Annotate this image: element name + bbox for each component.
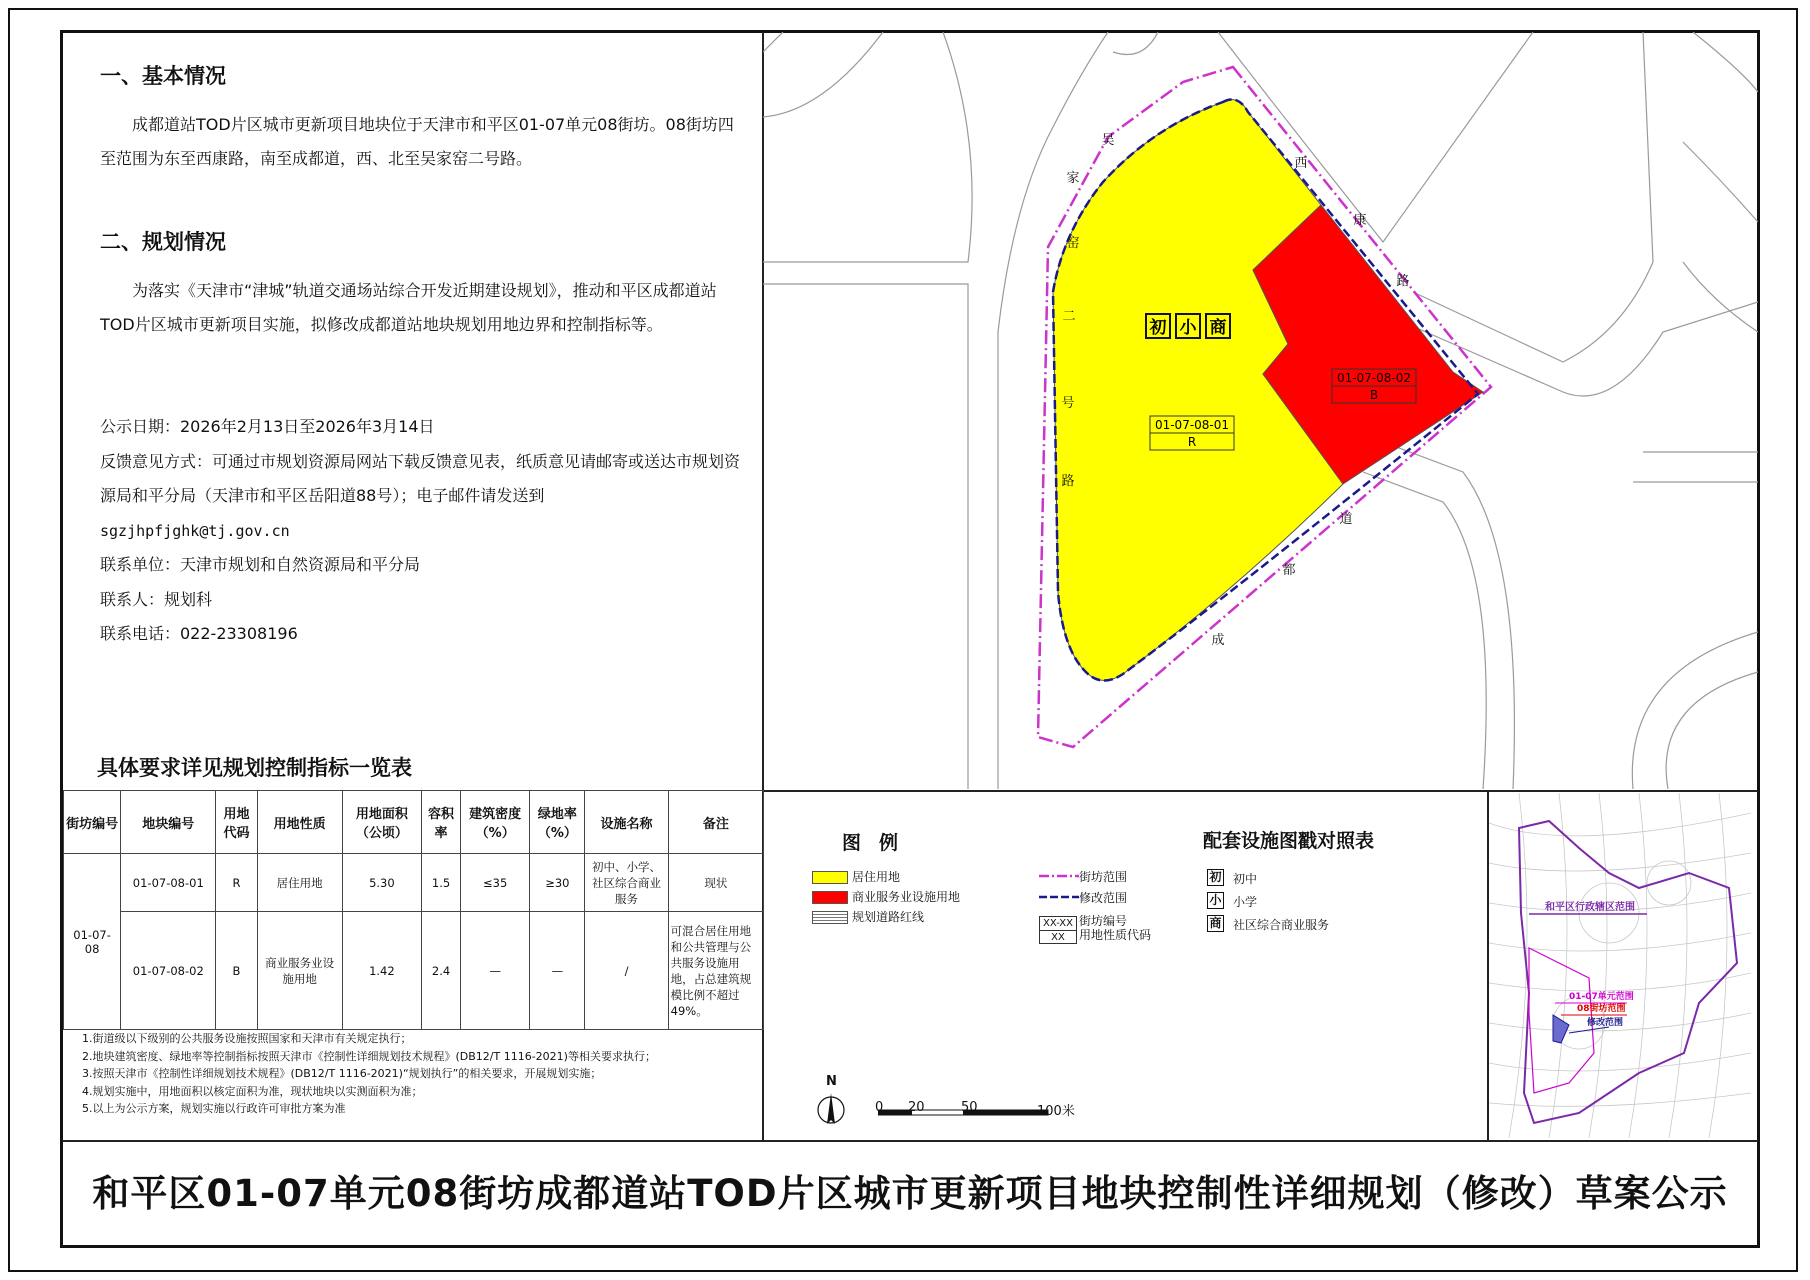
note-line: 2.地块建筑密度、绿地率等控制指标按照天津市《控制性详细规划技术规程》(DB12/T 1116-2021)等相关要求执行；: [82, 1049, 656, 1063]
code-label-symbol: [1039, 916, 1077, 944]
section2-body: 为落实《天津市“津城”轨道交通场站综合开发近期建设规划》，推动和平区成都道站TOD片区城市更新项目实施，拟修改成都道站地块规划用地边界和控制指标等。: [100, 281, 717, 334]
road-label-char: 路: [1396, 274, 1410, 289]
contact-phone: 联系电话：022-23308196: [100, 624, 298, 643]
plot-cell: 01-07-08-01: [121, 854, 216, 912]
scale-tick: 100米: [1037, 1104, 1075, 1119]
page-title: 和平区01-07单元08街坊成都道站TOD片区城市更新项目地块控制性详细规划（修改）草案公示: [92, 1172, 1728, 1215]
badge-text: 小: [1179, 318, 1197, 338]
facility-cell: 初中、小学、社区综合商业服务: [585, 854, 668, 912]
inset-district-label: 和平区行政辖区范围: [1545, 902, 1635, 913]
note-line: 4.规划实施中，用地面积以核定面积为准，现状地块以实测面积为准；: [82, 1084, 423, 1098]
note-cell: 现状: [668, 854, 763, 912]
header-cell: 街坊编号: [64, 791, 121, 854]
note-line: 1.街道级以下级别的公共服务设施按照国家和天津市有关规定执行；: [82, 1032, 412, 1045]
plot2-code: B: [1369, 388, 1379, 402]
facility-badge-icon: 初: [1207, 869, 1224, 886]
nature-cell: 居住用地: [257, 854, 342, 912]
header-cell: 建筑密度（%）: [461, 791, 530, 854]
facility-label: 初中: [1233, 872, 1258, 886]
legend-modify-range: 修改范围: [1079, 891, 1128, 905]
north-label: N: [826, 1074, 837, 1089]
facility-cell: /: [585, 912, 668, 1030]
road-label-char: 成: [1211, 633, 1225, 648]
plot1-code: R: [1187, 435, 1197, 449]
contact-person: 联系人：规划科: [100, 589, 213, 609]
feedback-method: 反馈意见方式：可通过市规划资源局网站下载反馈意见表，纸质意见请邮寄或送达市规划资源局和平分局（天津市和平区岳阳道88号）；电子邮件请发送到: [100, 451, 741, 505]
section1-heading: 一、基本情况: [100, 64, 226, 88]
header-cell: 绿地率（%）: [530, 791, 585, 854]
far-cell: 1.5: [421, 854, 460, 912]
header-cell: 地块编号: [121, 791, 216, 854]
legend-code-desc: 街坊编号 用地性质代码: [1079, 914, 1152, 942]
density-cell: —: [461, 912, 530, 1030]
badge-text: 初: [1149, 318, 1167, 338]
plot-cell: 01-07-08-02: [121, 912, 216, 1030]
note-line: 5.以上为公示方案，规划实施以行政许可审批方案为准: [82, 1102, 346, 1115]
location-inset-map: [1489, 793, 1751, 1138]
code-label-bottom: XX: [1051, 932, 1065, 943]
road-swatch: [812, 911, 848, 924]
table-title: 具体要求详见规划控制指标一览表: [97, 756, 412, 780]
legend-title: 图例: [842, 832, 917, 854]
table-notes: [82, 1030, 656, 1118]
section2-heading: 二、规划情况: [100, 230, 226, 254]
block-code-cell: 01-07-08: [64, 854, 121, 1030]
header-cell: 容积率: [421, 791, 460, 854]
road-label-char: 家: [1066, 171, 1080, 186]
road-label-char: 窑: [1066, 236, 1080, 251]
control-index-table: [63, 790, 764, 1030]
plan-map: [763, 32, 1758, 789]
plot2-id: 01-07-08-02: [1336, 371, 1412, 385]
road-label-char: 都: [1282, 563, 1296, 578]
inset-unit-label: 01-07单元范围: [1569, 992, 1634, 1002]
facility-label: 小学: [1233, 895, 1258, 909]
plot1-id: 01-07-08-01: [1154, 418, 1230, 432]
modify-range-symbol: [1039, 891, 1079, 903]
road-label-char: 二: [1062, 309, 1076, 324]
area-cell: 1.42: [342, 912, 421, 1030]
legend-residential: 居住用地: [852, 870, 901, 884]
header-cell: 用地面积（公顷）: [342, 791, 421, 854]
legend-block-range: 街坊范围: [1079, 870, 1128, 884]
residential-swatch: [812, 871, 848, 884]
scale-tick: 20: [908, 1100, 925, 1115]
legend-road: 规划道路红线: [852, 910, 925, 924]
header-cell: 设施名称: [585, 791, 668, 854]
note-cell: 可混合居住用地和公共管理与公共服务设施用地，占总建筑规模比例不超过49%。: [668, 912, 763, 1030]
header-cell: 备注: [668, 791, 763, 854]
density-cell: ≤35: [461, 854, 530, 912]
table-row: [64, 912, 764, 1030]
road-label-char: 吴: [1101, 133, 1115, 148]
table-header-row: [64, 791, 764, 854]
road-label-char: 道: [1339, 512, 1353, 527]
feedback-email: sgzjhpfjghk@tj.gov.cn: [100, 521, 290, 540]
header-cell: 用地性质: [257, 791, 342, 854]
note-line: 3.按照天津市《控制性详细规划技术规程》(DB12/T 1116-2021)“规划执行”的相关要求，开展规划实施；: [82, 1067, 602, 1080]
description-panel: [100, 56, 740, 652]
notice-info: [100, 410, 740, 652]
road-label-char: 路: [1061, 474, 1075, 489]
facility-badges: [1146, 314, 1230, 338]
facility-table-title: 配套设施图戳对照表: [1203, 830, 1375, 852]
area-cell: 5.30: [342, 854, 421, 912]
facility-badge-icon: 商: [1207, 915, 1224, 932]
code-cell: R: [216, 854, 257, 912]
scale-tick: 50: [961, 1100, 978, 1115]
legend-commercial: 商业服务业设施用地: [852, 890, 961, 904]
divider-map-bottom: [762, 790, 1758, 792]
commercial-swatch: [812, 891, 848, 904]
scale-tick: 0: [875, 1100, 884, 1115]
inset-block-label: 08街坊范围: [1577, 1004, 1626, 1014]
code-cell: B: [216, 912, 257, 1030]
block-range-symbol: [1039, 870, 1079, 882]
far-cell: 2.4: [421, 912, 460, 1030]
section1-body: 成都道站TOD片区城市更新项目地块位于天津市和平区01-07单元08街坊。08街坊四至范围为东至西康路，南至成都道，西、北至吴家窑二号路。: [100, 115, 734, 168]
table-row: [64, 854, 764, 912]
green-cell: —: [530, 912, 585, 1030]
code-label-top: XX-XX: [1040, 917, 1076, 931]
facility-badge-icon: 小: [1207, 892, 1224, 909]
road-label-char: 号: [1061, 396, 1075, 411]
contact-unit: 联系单位：天津市规划和自然资源局和平分局: [100, 555, 421, 574]
green-cell: ≥30: [530, 854, 585, 912]
nature-cell: 商业服务业设施用地: [257, 912, 342, 1030]
north-arrow-icon: [816, 1090, 846, 1130]
badge-text: 商: [1209, 318, 1227, 338]
road-label-char: 康: [1353, 213, 1367, 228]
inset-modify-label: 修改范围: [1587, 1018, 1624, 1028]
header-cell: 用地代码: [216, 791, 257, 854]
road-label-char: 西: [1294, 156, 1308, 171]
facility-label: 社区综合商业服务: [1233, 918, 1330, 932]
notice-date: 公示日期：2026年2月13日至2026年3月14日: [100, 417, 435, 436]
